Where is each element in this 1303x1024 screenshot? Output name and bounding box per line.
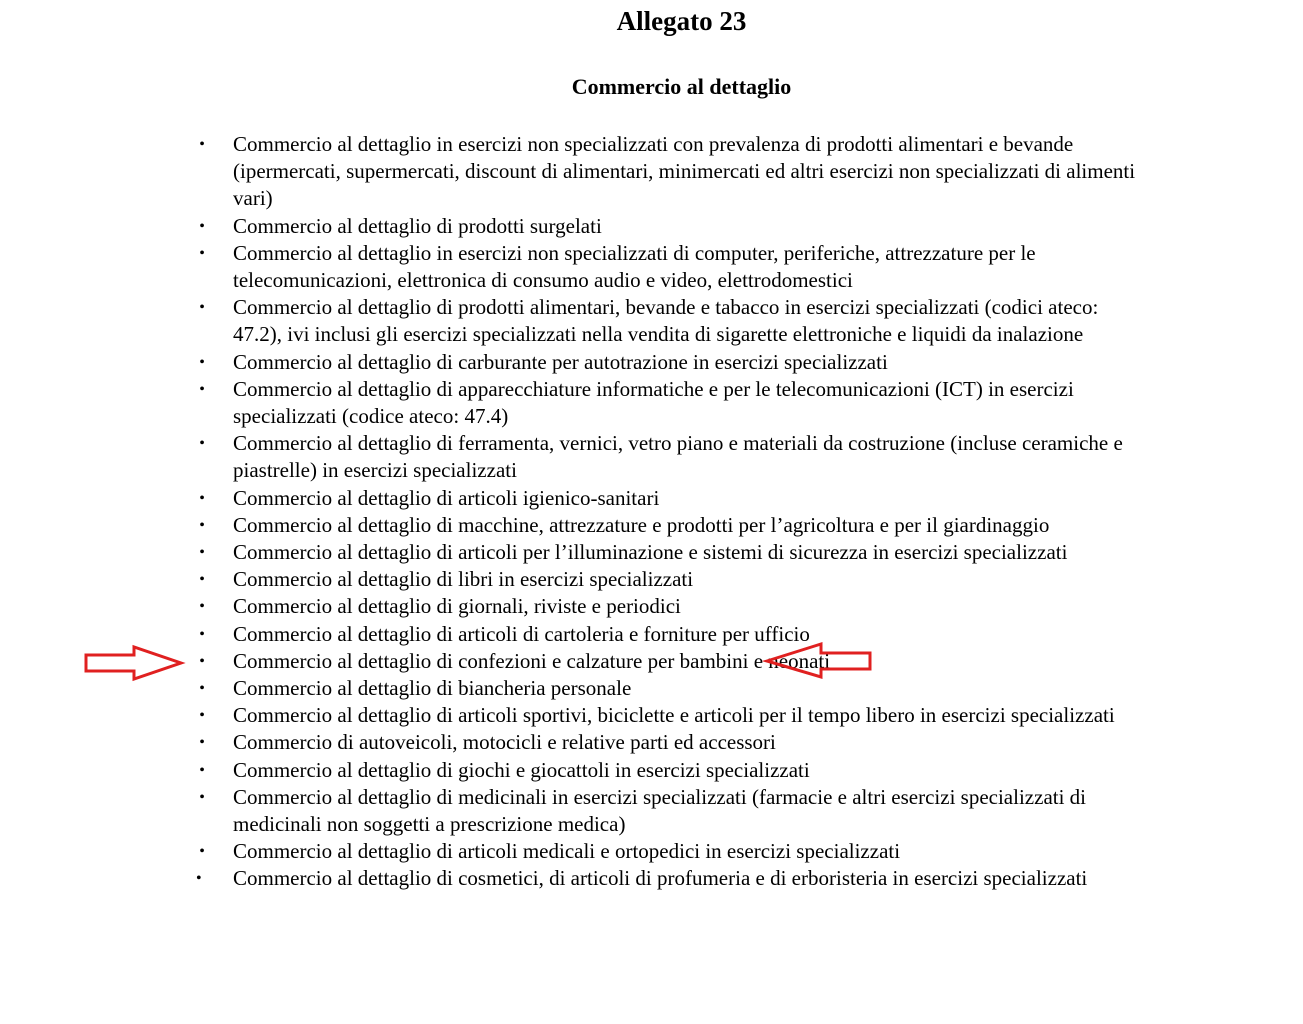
list-item [0, 213, 1145, 240]
arrow-left-icon [764, 642, 874, 680]
list-item-text: Commercio al dettaglio di libri in esercizi specializzati [233, 567, 694, 592]
bullet-icon: • [199, 598, 205, 616]
list-item [0, 294, 1145, 348]
list-item-text: Commercio al dettaglio di cosmetici, di articoli di profumeria e di erboristeria in esercizi specializzati [233, 866, 1088, 891]
bullet-icon: • [199, 788, 205, 806]
list-item [0, 702, 1145, 729]
activity-list [0, 131, 1303, 893]
list-item-text: Commercio al dettaglio di confezioni e calzature per bambini e neonati [233, 648, 831, 673]
list-item [0, 784, 1145, 838]
list-item [0, 430, 1145, 484]
list-item-text: Commercio al dettaglio di prodotti alimentari, bevande e tabacco in esercizi specializzati (codici ateco: 47.2), ivi inclusi gli esercizi specializzati nella vendita di sigarette elettroniche e liquidi da inalazione [233, 295, 1099, 347]
list-item [0, 621, 1145, 648]
list-item-text: Commercio al dettaglio di giornali, riviste e periodici [233, 594, 681, 619]
list-item-text: Commercio al dettaglio di articoli igienico-sanitari [233, 485, 660, 510]
bullet-icon: • [199, 435, 205, 453]
bullet-icon: • [199, 625, 205, 643]
document-title: Allegato 23 [616, 6, 747, 36]
list-item [0, 485, 1145, 512]
list-item [0, 593, 1145, 620]
list-item [0, 539, 1145, 566]
arrow-left-shape [767, 644, 870, 677]
bullet-icon: • [199, 680, 205, 698]
bullet-icon: • [199, 652, 205, 670]
list-item-text: Commercio al dettaglio di prodotti surgelati [233, 213, 602, 238]
bullet-icon: • [199, 734, 205, 752]
list-item [0, 131, 1145, 213]
bullet-icon: • [199, 516, 205, 534]
arrow-right-icon [84, 645, 184, 681]
list-item-text: Commercio al dettaglio in esercizi non specializzati con prevalenza di prodotti alimentari e bevande (ipermercati, supermercati, discount di alimentari, minimercati ed altri esercizi non specializzati di alimenti vari) [233, 132, 1136, 211]
bullet-icon: • [199, 244, 205, 262]
list-item-text: Commercio al dettaglio di giochi e giocattoli in esercizi specializzati [233, 757, 810, 782]
list-item-text: Commercio al dettaglio di medicinali in esercizi specializzati (farmacie e altri esercizi specializzati di medicinali non soggetti a prescrizione medica) [233, 784, 1087, 837]
list-item [0, 512, 1145, 539]
bullet-icon: • [199, 571, 205, 589]
list-item-text: Commercio di autoveicoli, motocicli e relative parti ed accessori [233, 730, 776, 755]
bullet-icon: • [199, 843, 205, 861]
bullet-icon: • [199, 353, 205, 371]
list-item-text: Commercio al dettaglio di apparecchiature informatiche e per le telecomunicazioni (ICT) in esercizi specializzati (codice ateco: 47.4) [233, 376, 1074, 429]
list-item [0, 838, 1145, 865]
list-item [0, 757, 1145, 784]
bullet-icon: • [199, 544, 205, 562]
list-item-text: Commercio al dettaglio di articoli per l’illuminazione e sistemi di sicurezza in esercizi specializzati [233, 540, 1068, 565]
list-item-text: Commercio al dettaglio di ferramenta, vernici, vetro piano e materiali da costruzione (incluse ceramiche e piastrelle) in esercizi specializzati [233, 431, 1123, 483]
list-item-text: Commercio al dettaglio di articoli di cartoleria e forniture per ufficio [233, 621, 810, 646]
bullet-icon: • [199, 707, 205, 725]
list-item-text: Commercio al dettaglio di biancheria personale [233, 676, 632, 701]
bullet-icon: • [196, 870, 202, 888]
list-item-text: Commercio al dettaglio di macchine, attrezzature e prodotti per l’agricoltura e per il giardinaggio [233, 512, 1050, 537]
bullet-icon: • [199, 380, 205, 398]
bullet-icon: • [199, 489, 205, 507]
list-item [0, 376, 1145, 430]
bullet-icon: • [199, 136, 205, 153]
list-item-highlighted [0, 566, 1145, 593]
arrow-right-shape [86, 647, 181, 679]
list-item [0, 240, 1145, 294]
list-item-text: Commercio al dettaglio di articoli medicali e ortopedici in esercizi specializzati [233, 839, 901, 864]
list-item [0, 865, 1145, 892]
list-item [0, 349, 1145, 376]
bullet-icon: • [199, 299, 205, 317]
document-subtitle: Commercio al dettaglio [571, 74, 792, 99]
bullet-icon: • [199, 217, 205, 235]
list-item-text: Commercio al dettaglio di carburante per autotrazione in esercizi specializzati [233, 349, 888, 374]
list-item-text: Commercio al dettaglio di articoli sportivi, biciclette e articoli per il tempo libero in esercizi specializzati [233, 703, 1115, 728]
list-item [0, 729, 1145, 756]
list-item-text: Commercio al dettaglio in esercizi non specializzati di computer, periferiche, attrezzature per le telecomunicazioni, elettronica di consumo audio e video, elettrodomestici [233, 240, 1036, 293]
bullet-icon: • [199, 761, 205, 779]
